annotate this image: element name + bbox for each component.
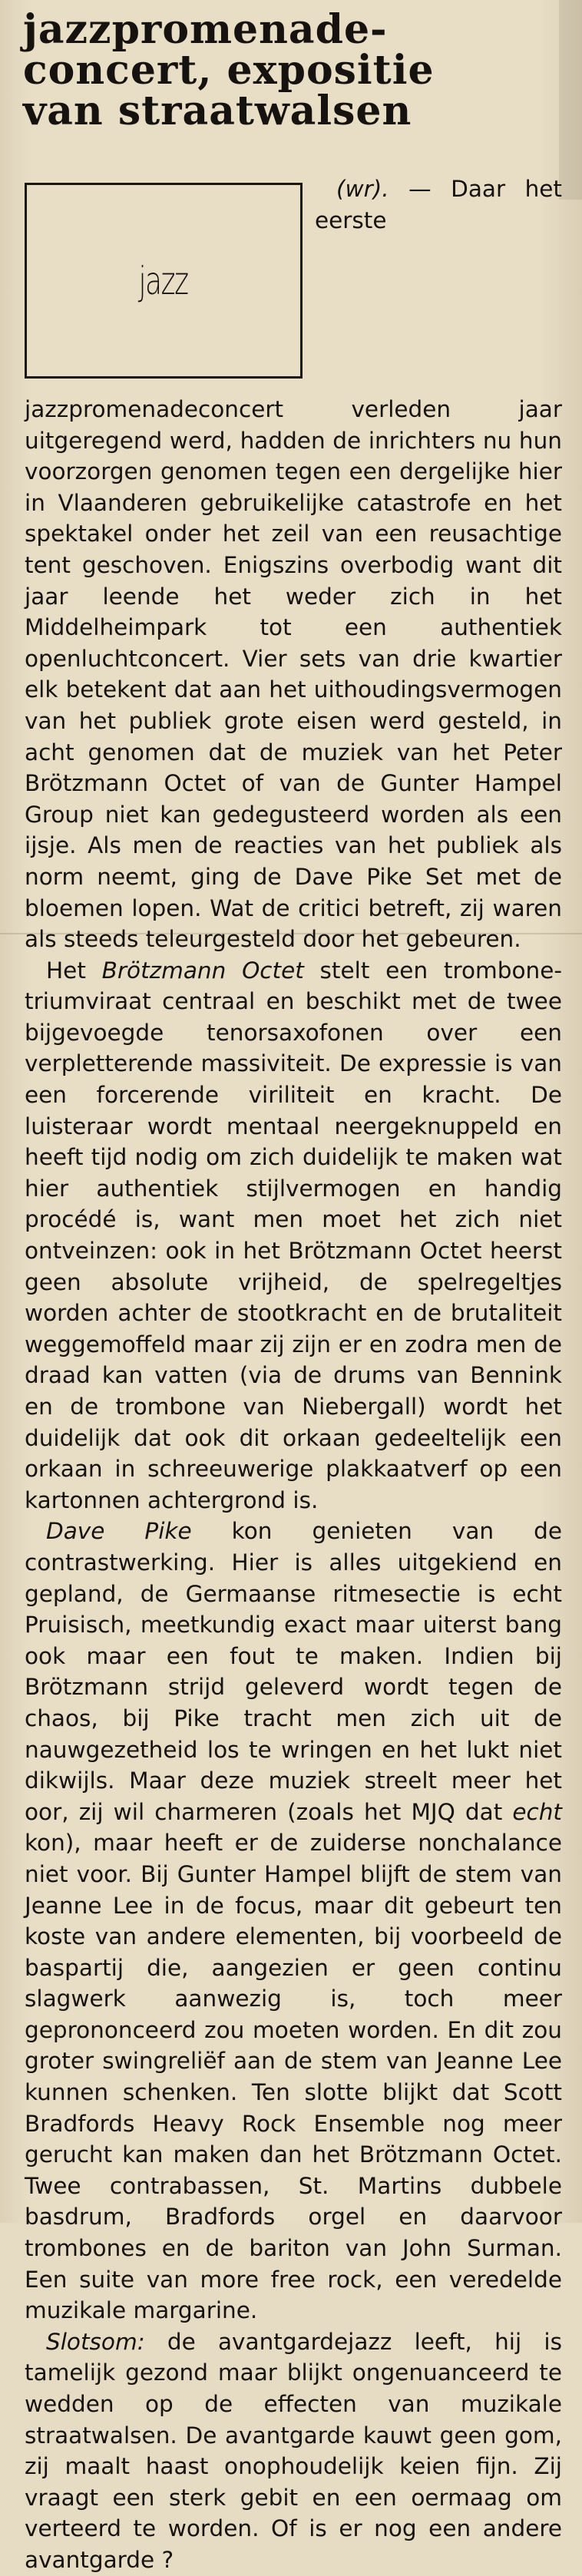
byline: (wr).	[336, 176, 389, 202]
tag-box-spacer	[25, 174, 315, 394]
article-headline	[23, 6, 561, 134]
headline-line-1: jazzpromenade-	[23, 6, 388, 53]
adjacent-clipping-edge	[559, 0, 582, 200]
category-tag: jazz	[138, 258, 189, 303]
headline-line-3: van straatwalsen	[23, 88, 412, 134]
paragraph-4: Slotsom: de avantgardejazz leeft, hij is tamelijk gezond maar blijkt ongenuanceerd te wedden op de effecten van muzikale straatwalsen. De avantgarde kauwt geen gom, zij maalt haast onophoudelijk keien fijn. Zij vraagt een sterk gebit en een oermaag om verteerd te worden. Of is er nog een andere avantgarde ?	[25, 2328, 562, 2573]
paragraph-1: (wr). — Daar het eerste jazzpromenadeconcert verleden jaar uitgeregend werd, hadden de inrichters nu hun voorzorgen genomen tegen een dergelijke hier in Vlaanderen gebruikelijke catastrofe en het spektakel onder het zeil van een reusachtige tent geschoven. Enigszins overbodig want dit jaar leende het weder zich in het Middelheimpark tot een authentiek openluchtconcert. Vier sets van drie kwartier elk betekent dat aan het uithoudingsvermogen van het publiek grote eisen werd gesteld, in acht genomen dat de muziek van het Peter Brötzmann Octet of van de Gunter Hampel Group niet kan gedegusteerd worden als een ijsje. Als men de reacties van het publiek als norm neemt, ging de Dave Pike Set met de bloemen lopen. Wat de critici betreft, zij waren als steeds teleurgesteld door het gebeuren.	[25, 176, 562, 953]
headline-line-2: concert, expositie	[23, 47, 435, 94]
paragraph-3: Dave Pike kon genieten van de contrastwerking. Hier is alles uitgekiend en gepland, de Germaanse ritmesectie is echt Pruisisch, meetkundig exact maar uiterst bang ook maar een fout te maken. Indien bij Brötzmann strijd geleverd wordt tegen de chaos, bij Pike tracht men zich uit de nauwgezetheid los te wringen en het lukt niet dikwijls. Maar deze muziek streelt meer het oor, zij wil charmeren (zoals het MJQ dat echt kon), maar heeft er de zuiderse nonchalance niet voor. Bij Gunter Hampel blijft de stem van Jeanne Lee in de focus, maar dit gebeurt ten koste van andere elementen, bij voorbeeld de baspartij die, aangezien er geen continu slagwerk aanwezig is, toch meer geprononceerd zou moeten worden. En dit zou groter swingreliëf aan de stem van Jeanne Lee kunnen schenken. Ten slotte blijkt dat Scott Bradfords Heavy Rock Ensemble nog meer gerucht kan maken dan het Brötzmann Octet. Twee contrabassen, St. Martins dubbele basdrum, Bradfords orgel en daarvoor trombones en de bariton van John Surman. Een suite van more free rock, een veredelde muzikale margarine.	[25, 1518, 562, 2324]
paragraph-2: Het Brötzmann Octet stelt een trombone-triumviraat centraal en beschikt met de twee bijgevoegde tenorsaxofonen over een verpletterende massiviteit. De expressie is van een forcerende viriliteit en kracht. De luisteraar wordt mentaal neergeknuppeld en heeft tijd nodig om zich duidelijk te maken wat hier authentiek stijlvermogen en handig procédé is, want men moet het zich niet ontveinzen: ook in het Brötzmann Octet heerst geen absolute vrijheid, de spelregeltjes worden achter de stootkracht en de brutaliteit weggemoffeld maar zij zijn er en zodra men de draad kan vatten (via de drums van Bennink en de trombone van Niebergall) wordt het duidelijk dat ook dit orkaan gedeeltelijk een orkaan in schreeuwerige plakkaatverf op een kartonnen achtergrond is.	[25, 957, 563, 1513]
article-body	[25, 174, 562, 2576]
